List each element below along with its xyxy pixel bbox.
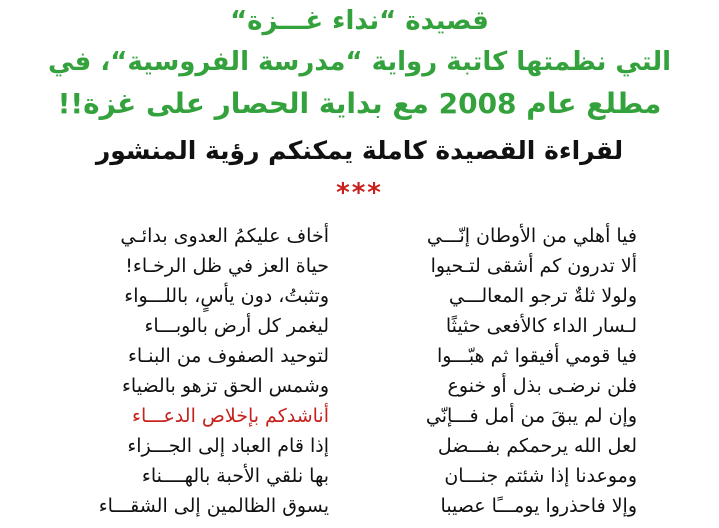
verse-first-hemistich: فلن نرضـى بذل أو خنوع: [447, 375, 637, 397]
verse: [0, 341, 719, 371]
verse-second-hemistich: بها نلقي الأحبة بالهــــناء: [141, 465, 329, 487]
verse: [0, 221, 719, 251]
poem-subtitle-line-2: مطلع عام 2008 مع بداية الحصار على غزة!!: [57, 87, 662, 120]
verse-second-hemistich: إذا قام العباد إلى الجـــزاء: [127, 435, 329, 457]
verse-first-hemistich: وموعدنا إذا شئتم جنـــان: [444, 465, 637, 487]
verse-first-hemistich: فيا أهلي من الأوطان إنّـــي: [426, 225, 637, 247]
verse-first-hemistich: وإلا فاحذروا يومـــًا عصيبا: [440, 495, 637, 517]
verse: [0, 371, 719, 401]
verse: [0, 281, 719, 311]
verse-second-hemistich: وتثبتُ، دون يأسٍ، باللـــواء: [124, 285, 329, 307]
read-full-poem-note: لقراءة القصيدة كاملة يمكنكم رؤية المنشور: [95, 136, 624, 165]
poem-title: قصيدة “نداء غـــزة“: [230, 6, 489, 36]
verse: [0, 431, 719, 461]
verse-second-hemistich: حياة العز في ظل الرخـاء!: [125, 255, 329, 277]
verse-second-hemistich: ليغمر كل أرض بالوبـــاء: [144, 315, 329, 337]
verse-first-hemistich: ألا تدرون كم أشقى لتـحيوا: [430, 255, 637, 277]
verse-second-hemistich: يسوق الظالمين إلى الشقـــاء: [98, 495, 329, 517]
verse-second-hemistich: أخاف عليكمُ العدوى بدائـي: [120, 225, 329, 247]
verse: [0, 311, 719, 341]
section-separator: ***: [336, 178, 383, 208]
verse-second-hemistich-highlighted: أناشدكم بإخلاص الدعـــاء: [132, 405, 329, 427]
verse-first-hemistich: لـسار الداء كالأفعى حثيثًا: [445, 315, 637, 337]
verse-first-hemistich: لعل الله يرحمكم بفـــضل: [437, 435, 637, 457]
verse: [0, 491, 719, 521]
verse: [0, 401, 719, 431]
verse-second-hemistich: لتوحيد الصفوف من البنـاء: [127, 345, 329, 367]
verse-first-hemistich: وإن لم يبقَ من أمل فـــإنّي: [425, 405, 637, 427]
verse-first-hemistich: فيا قومي أفيقوا ثم هبّـــوا: [437, 345, 637, 367]
verse: [0, 251, 719, 281]
verse-first-hemistich: ولولا ثلةٌ ترجو المعالـــي: [448, 285, 637, 307]
verse: [0, 461, 719, 491]
poem-subtitle-line-1: التي نظمتها كاتبة رواية “مدرسة الفروسية“، في: [47, 47, 672, 77]
verse-second-hemistich: وشمس الحق تزهو بالضياء: [121, 375, 329, 397]
